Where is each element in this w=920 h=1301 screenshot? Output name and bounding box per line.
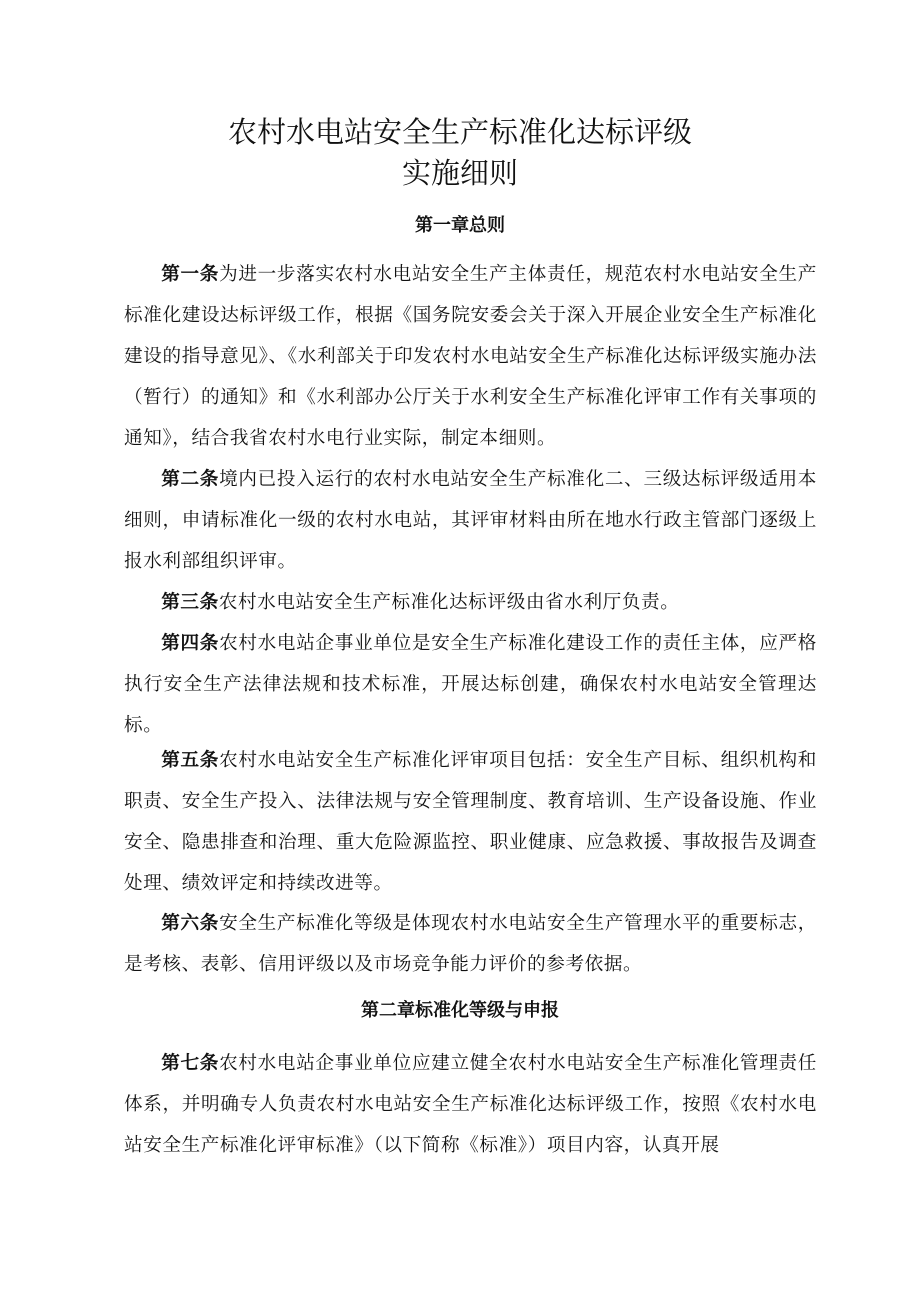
article-paragraph bbox=[124, 1043, 817, 1166]
article-number: 第二条 bbox=[161, 469, 220, 490]
article-paragraph bbox=[124, 623, 817, 746]
article-text: 农村水电站企事业单位应建立健全农村水电站安全生产标准化管理责任体系，并明确专人负责农村水电站安全生产标准化达标评级工作，按照《农村水电站安全生产标准化评审标准》（以下简称《标准》）项目内容，认真开展 bbox=[124, 1053, 817, 1156]
chapter-heading: 第二章标准化等级与申报 bbox=[361, 1000, 559, 1021]
article-text: 农村水电站安全生产标准化评审项目包括：安全生产目标、组织机构和职责、安全生产投入、法律法规与安全管理制度、教育培训、生产设备设施、作业安全、隐患排查和治理、重大危险源监控、职业健康、应急救援、事故报告及调查处理、绩效评定和持续改进等。 bbox=[124, 750, 817, 894]
article-number: 第五条 bbox=[161, 750, 220, 771]
article-text: 境内已投入运行的农村水电站安全生产标准化二、三级达标评级适用本细则，申请标准化一级的农村水电站，其评审材料由所在地水行政主管部门逐级上报水利部组织评审。 bbox=[124, 469, 817, 572]
article-number: 第七条 bbox=[161, 1053, 220, 1074]
article-text: 农村水电站安全生产标准化达标评级由省水利厅负责。 bbox=[218, 592, 680, 613]
article-text: 为进一步落实农村水电站安全生产主体责任，规范农村水电站安全生产标准化建设达标评级工作，根据《国务院安委会关于深入开展企业安全生产标准化建设的指导意见》、《水利部关于印发农村水电站安全生产标准化达标评级实施办法（暂行）的通知》和《水利部办公厅关于水利安全生产标准化评审工作有关事项的通知》，结合我省农村水电行业实际，制定本细则。 bbox=[124, 264, 817, 449]
article-text: 安全生产标准化等级是体现农村水电站安全生产管理水平的重要标志，是考核、表彰、信用评级以及市场竞争能力评价的参考依据。 bbox=[124, 913, 817, 975]
chapter-heading: 第一章总则 bbox=[415, 215, 505, 236]
article-number: 第三条 bbox=[161, 592, 219, 613]
document-title: 农村水电站安全生产标准化达标评级 bbox=[227, 115, 692, 149]
article-paragraph bbox=[124, 740, 817, 904]
article-number: 第一条 bbox=[161, 264, 220, 285]
article-paragraph bbox=[124, 254, 817, 459]
article-number: 第六条 bbox=[161, 913, 220, 934]
article-text: 农村水电站企事业单位是安全生产标准化建设工作的责任主体，应严格执行安全生产法律法规和技术标准，开展达标创建，确保农村水电站安全管理达标。 bbox=[124, 633, 817, 736]
article-paragraph bbox=[124, 903, 817, 985]
article-paragraph bbox=[124, 582, 817, 623]
article-number: 第四条 bbox=[161, 633, 220, 654]
document-subtitle: 实施细则 bbox=[401, 156, 518, 190]
article-paragraph bbox=[124, 459, 817, 582]
